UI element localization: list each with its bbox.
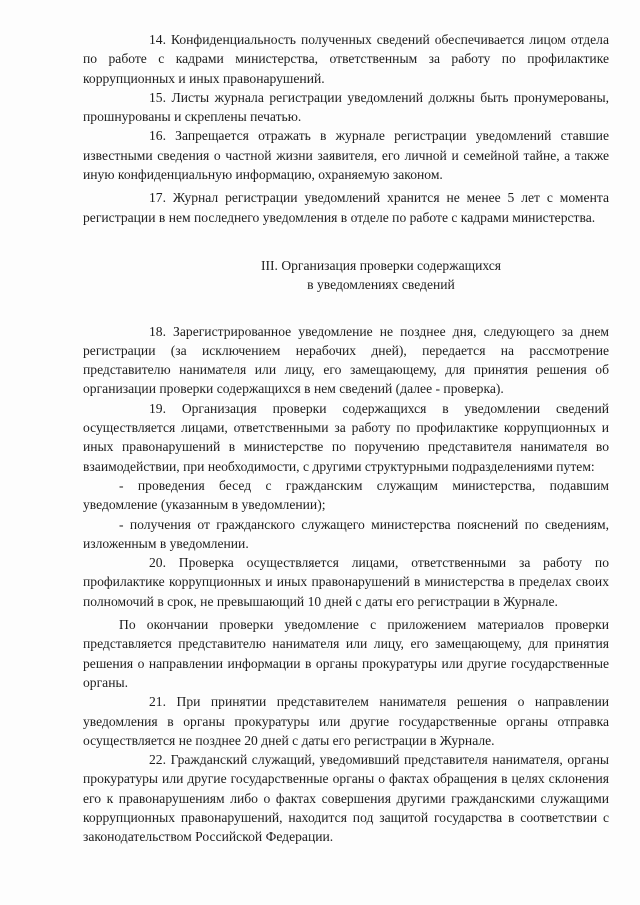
list-item-dash-2: - получения от гражданского служащего министерства пояснений по сведениям, изложенным в уведомлении. bbox=[83, 516, 609, 551]
paragraph-14: 14. Конфиденциальность полученных сведений обеспечивается лицом отдела по работе с кадрами министерства, ответственным за работу по профилактике коррупционных и иных правонарушений. bbox=[83, 32, 609, 86]
paragraph-15: 15. Листы журнала регистрации уведомлений должны быть пронумерованы, прошнурованы и скреплены печатью. bbox=[83, 89, 609, 125]
paragraph-19: 19. Организация проверки содержащихся в уведомлении сведений осуществляется лицами, ответственными за работу по профилактике коррупционных и иных правонарушений в министерстве по поручению представителя нанимателя во взаимодействии, при необходимости, с другими структурными подразделениями путем: bbox=[83, 400, 609, 474]
paragraph-16: 16. Запрещается отражать в журнале регистрации уведомлений ставшие известными сведения о частной жизни заявителя, его личной и семейной тайне, а также иную конфиденциальную информацию, охраняемую законом. bbox=[83, 128, 609, 183]
paragraph-17: 17. Журнал регистрации уведомлений хранится не менее 5 лет с момента регистрации в нем последнего уведомления в отделе по работе с кадрами министерства. bbox=[83, 190, 609, 225]
section-heading-line1: III. Организация проверки содержащихся bbox=[260, 257, 502, 273]
paragraph-18: 18. Зарегистрированное уведомление не позднее дня, следующего за днем регистрации (за исключением нерабочих дней), передается на рассмотрение представителю нанимателя или лицу, его замещающему, для принятия решения об организации проверки содержащихся в нем сведений (далее - проверка). bbox=[83, 323, 609, 397]
section-heading-line2: в уведомлениях сведений bbox=[307, 277, 455, 293]
section-heading bbox=[83, 256, 609, 295]
paragraph-20: 20. Проверка осуществляется лицами, ответственными за работу по профилактике коррупционных и иных правонарушений в министерства в пределах своих полномочий в срок, не превышающий 10 дней с даты его регистрации в Журнале. bbox=[83, 555, 609, 609]
paragraph-20-continuation: По окончании проверки уведомление с приложением материалов проверки представляется представителю нанимателя или лицу, его замещающему, для принятия решения о направлении информации в органы прокуратуры или другие государственные органы. bbox=[83, 617, 609, 690]
list-item-dash-1: - проведения бесед с гражданским служащим министерства, подавшим уведомление (указанным в уведомлении); bbox=[83, 477, 609, 513]
paragraph-22: 22. Гражданский служащий, уведомивший представителя нанимателя, органы прокуратуры или другие государственные органы о фактах обращения в целях склонения его к правонарушениям либо о фактах совершения другими гражданскими служащими коррупционных правонарушений, находится под защитой государства в соответствии с законодательством Российской Федерации. bbox=[83, 752, 609, 845]
document-body bbox=[83, 30, 609, 847]
paragraph-21: 21. При принятии представителем нанимателя решения о направлении уведомления в органы прокуратуры или другие государственные органы отправка осуществляется не позднее 20 дней с даты его регистрации в Журнале. bbox=[83, 694, 609, 748]
